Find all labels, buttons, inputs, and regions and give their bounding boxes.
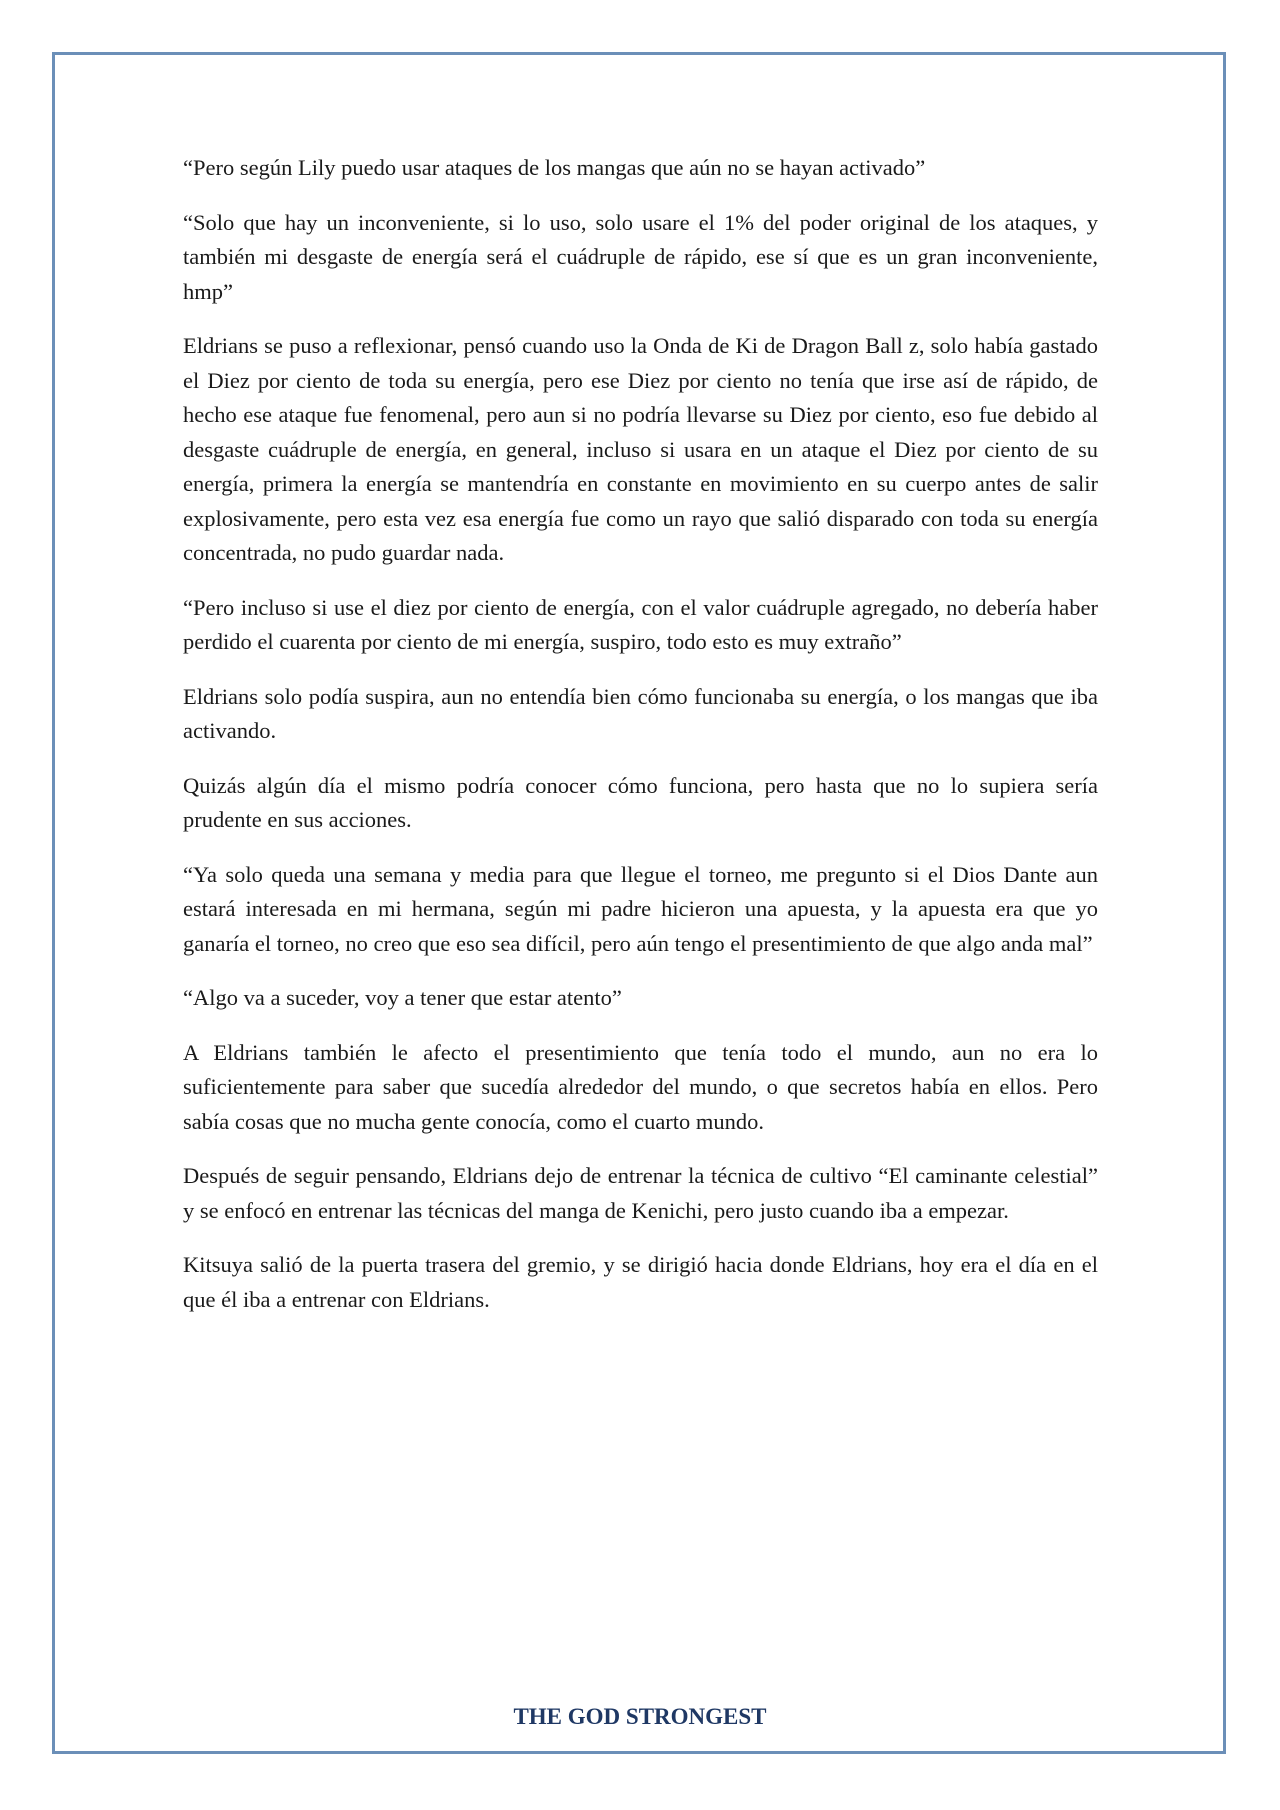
paragraph: A Eldrians también le afecto el presentimiento que tenía todo el mundo, aun no era lo suficientemente para saber que sucedía alrededor del mundo, o que secretos había en ellos. Pero sabía cosas que no mucha gente conocía, como el cuarto mundo. [183, 1039, 1098, 1134]
page-footer-title: THE GOD STRONGEST [513, 1704, 767, 1729]
paragraph: “Algo va a suceder, voy a tener que estar atento” [183, 985, 622, 1010]
paragraph: Quizás algún día el mismo podría conocer cómo funciona, pero hasta que no lo supiera sería prudente en sus acciones. [183, 772, 1098, 832]
document-body [183, 151, 1098, 1337]
paragraph: Después de seguir pensando, Eldrians dejo de entrenar la técnica de cultivo “El caminante celestial” y se enfocó en entrenar las técnicas del manga de Kenichi, pero justo cuando iba a empezar. [183, 1163, 1098, 1223]
paragraph: Kitsuya salió de la puerta trasera del gremio, y se dirigió hacia donde Eldrians, hoy era el día en el que él iba a entrenar con Eldrians. [183, 1252, 1098, 1312]
paragraph: Eldrians solo podía suspira, aun no entendía bien cómo funcionaba su energía, o los mangas que iba activando. [183, 683, 1098, 743]
paragraph: Eldrians se puso a reflexionar, pensó cuando uso la Onda de Ki de Dragon Ball z, solo había gastado el Diez por ciento de toda su energía, pero ese Diez por ciento no tenía que irse así de rápido, de hecho ese ataque fue fenomenal, pero aun si no podría llevarse su Diez por ciento, eso fue debido al desgaste cuádruple de energía, en general, incluso si usara en un ataque el Diez por ciento de su energía, primera la energía se mantendría en constante en movimiento en su cuerpo antes de salir explosivamente, pero esta vez esa energía fue como un rayo que salió disparado con toda su energía concentrada, no pudo guardar nada. [183, 333, 1098, 565]
paragraph: “Pero según Lily puedo usar ataques de los mangas que aún no se hayan activado” [183, 155, 926, 180]
paragraph: “Ya solo queda una semana y media para que llegue el torneo, me pregunto si el Dios Dante aun estará interesada en mi hermana, según mi padre hicieron una apuesta, y la apuesta era que yo ganaría el torneo, no creo que eso sea difícil, pero aún tengo el presentimiento de que algo anda mal” [183, 861, 1098, 956]
paragraph: “Solo que hay un inconveniente, si lo uso, solo usare el 1% del poder original de los ataques, y también mi desgaste de energía será el cuádruple de rápido, ese sí que es un gran inconveniente, hmp” [183, 209, 1098, 304]
paragraph: “Pero incluso si use el diez por ciento de energía, con el valor cuádruple agregado, no debería haber perdido el cuarenta por ciento de mi energía, suspiro, todo esto es muy extraño” [183, 594, 1098, 654]
